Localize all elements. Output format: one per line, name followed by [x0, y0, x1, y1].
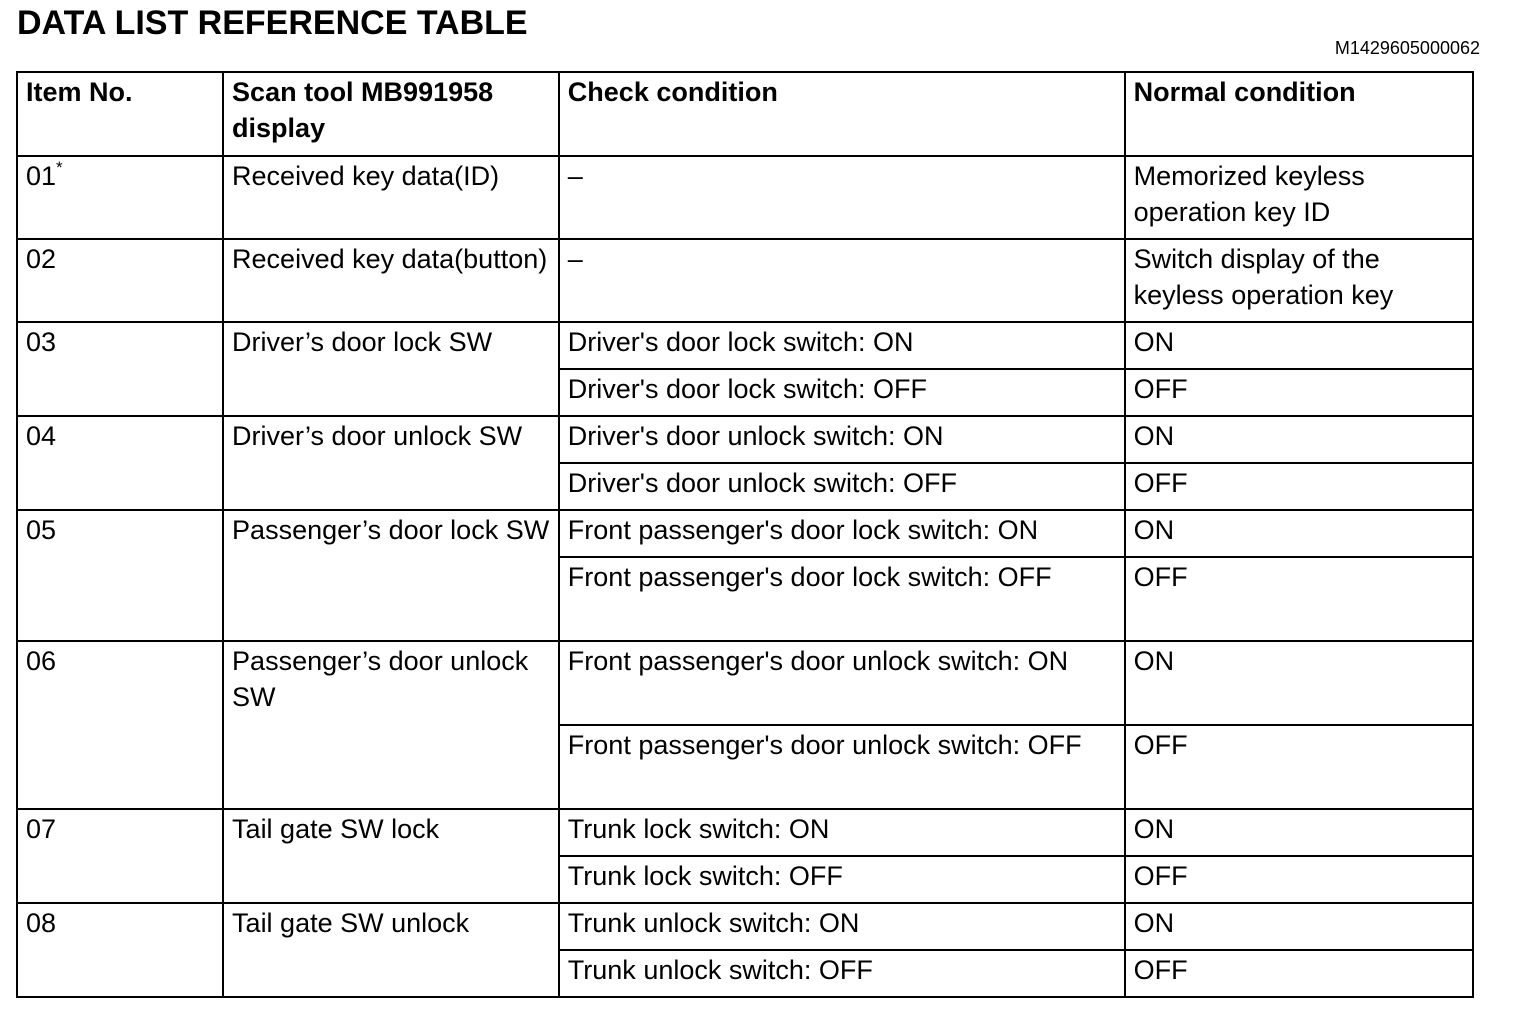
header-normal-condition: Normal condition — [1125, 72, 1473, 156]
display-cell: Tail gate SW unlock — [223, 903, 559, 997]
table-header-row — [17, 72, 1473, 156]
table-row — [17, 322, 1473, 369]
normal-condition-cell: OFF — [1125, 856, 1473, 903]
normal-condition-cell: OFF — [1125, 950, 1473, 997]
check-condition-cell: – — [559, 239, 1125, 322]
table-row — [17, 510, 1473, 557]
table-row — [17, 156, 1473, 239]
normal-condition-cell: ON — [1125, 416, 1473, 463]
normal-condition-cell: OFF — [1125, 463, 1473, 510]
normal-condition-cell: ON — [1125, 641, 1473, 725]
check-condition-cell: Trunk unlock switch: OFF — [559, 950, 1125, 997]
item-no: 01 — [26, 161, 57, 191]
display-cell: Received key data(ID) — [223, 156, 559, 239]
normal-condition-cell: ON — [1125, 322, 1473, 369]
check-condition-cell: – — [559, 156, 1125, 239]
item-no-cell: 07 — [17, 809, 223, 903]
check-condition-cell: Driver's door lock switch: OFF — [559, 369, 1125, 416]
display-cell: Driver’s door lock SW — [223, 322, 559, 416]
check-condition-cell: Driver's door unlock switch: ON — [559, 416, 1125, 463]
item-no-cell: 03 — [17, 322, 223, 416]
table-row — [17, 416, 1473, 463]
normal-condition-cell: OFF — [1125, 725, 1473, 809]
display-cell: Received key data(button) — [223, 239, 559, 322]
header-scan-tool-display: Scan tool MB991958 display — [223, 72, 559, 156]
item-no-cell: 02 — [17, 239, 223, 322]
item-no-cell: 05 — [17, 510, 223, 641]
normal-condition-cell: Switch display of the keyless operation key — [1125, 239, 1473, 322]
check-condition-cell: Trunk unlock switch: ON — [559, 903, 1125, 950]
check-condition-cell: Front passenger's door lock switch: OFF — [559, 557, 1125, 641]
note-mark: * — [56, 158, 63, 177]
item-no-cell: 06 — [17, 641, 223, 809]
normal-condition-cell: ON — [1125, 809, 1473, 856]
table-row — [17, 641, 1473, 725]
header-item-no: Item No. — [17, 72, 223, 156]
table-row — [17, 809, 1473, 856]
normal-condition-cell: Memorized keyless operation key ID — [1125, 156, 1473, 239]
display-cell: Driver’s door unlock SW — [223, 416, 559, 510]
check-condition-cell: Front passenger's door lock switch: ON — [559, 510, 1125, 557]
check-condition-cell: Trunk lock switch: ON — [559, 809, 1125, 856]
display-cell: Tail gate SW lock — [223, 809, 559, 903]
check-condition-cell: Driver's door unlock switch: OFF — [559, 463, 1125, 510]
item-no-cell — [17, 156, 223, 239]
figure-id: M1429605000062 — [1334, 38, 1480, 58]
normal-condition-cell: ON — [1125, 510, 1473, 557]
table-row — [17, 239, 1473, 322]
header-check-condition: Check condition — [559, 72, 1125, 156]
normal-condition-cell: OFF — [1125, 369, 1473, 416]
page-title: DATA LIST REFERENCE TABLE — [17, 4, 528, 42]
data-list-table — [16, 71, 1474, 998]
table-row — [17, 903, 1473, 950]
check-condition-cell: Front passenger's door unlock switch: OFF — [559, 725, 1125, 809]
normal-condition-cell: ON — [1125, 903, 1473, 950]
check-condition-cell: Driver's door lock switch: ON — [559, 322, 1125, 369]
check-condition-cell: Trunk lock switch: OFF — [559, 856, 1125, 903]
check-condition-cell: Front passenger's door unlock switch: ON — [559, 641, 1125, 725]
item-no-cell: 08 — [17, 903, 223, 997]
display-cell: Passenger’s door unlock SW — [223, 641, 559, 809]
normal-condition-cell: OFF — [1125, 557, 1473, 641]
display-cell: Passenger’s door lock SW — [223, 510, 559, 641]
item-no-cell: 04 — [17, 416, 223, 510]
